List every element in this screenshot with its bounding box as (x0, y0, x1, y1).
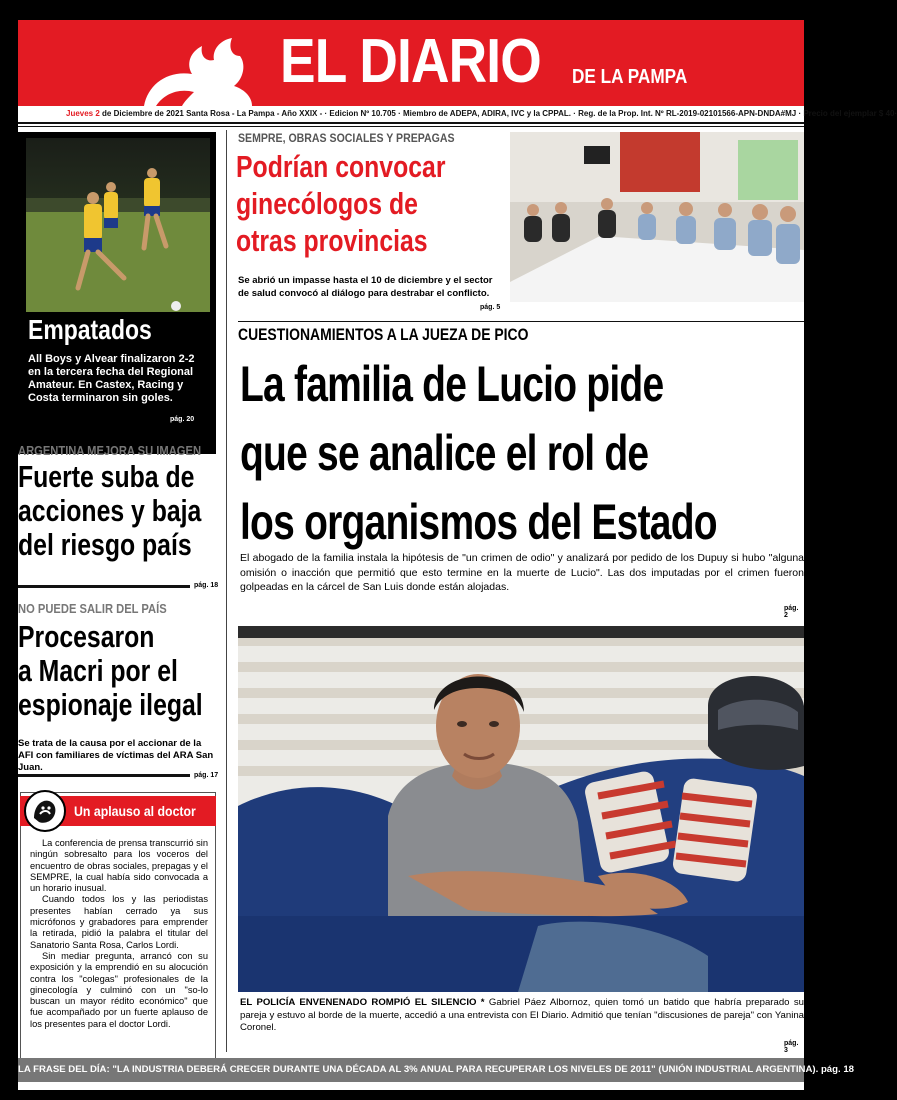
economy-page-ref: pág. 18 (194, 582, 219, 589)
sempre-page-ref: pág. 5 (480, 304, 501, 311)
caption-kicker: EL POLICÍA ENVENENADO ROMPIÓ EL SILENCIO * (240, 997, 485, 1008)
economy-headline (18, 460, 247, 562)
dateline (66, 108, 897, 120)
quote-of-the-day: LA FRASE DEL DÍA: "LA INDUSTRIA DEBERÁ CRECER DURANTE UNA DÉCADA AL 3% ANUAL PARA RECUPERAR LOS NIVELES DE 2011" (UNIÓN INDUSTRIAL ARGENTINA). pág. 18 (18, 1064, 855, 1075)
dateline-day: Jueves 2 (66, 109, 100, 118)
aplauso-paragraph: La conferencia de prensa transcurrió sin ningún sobresalto para los voceros del encuentro de obras sociales, prepagas y el SEMPRE, la cual había sido convocada a un horario inusual. (30, 838, 208, 894)
press-conference-photo (510, 132, 804, 302)
masthead-subtitle: DE LA PAMPA (572, 66, 688, 88)
newspaper-front-page (18, 20, 897, 1090)
aplauso-paragraph: Sin mediar pregunta, arrancó con su exposición y la emprendió en su alocución contra los "colegas" profesionales de la ginecología y culminó con un "so-lo buscan un mayor rédito económico" que fue acompañado por un fuerte aplauso de los presentes para el doctor Lordi. (30, 950, 208, 1029)
masthead-rule (18, 122, 804, 124)
macri-page-ref: pág. 17 (194, 772, 219, 779)
lead-headline-line: La familia de Lucio pide (240, 356, 664, 412)
pampa-bird-logo-icon (134, 34, 254, 106)
macri-summary: Se trata de la causa por el accionar de la AFI con familiares de víctimas del ARA San Juan. (18, 738, 214, 773)
lead-headline-line: que se analice el rol de (240, 425, 649, 481)
sempre-headline-line: ginecólogos de (236, 186, 418, 221)
clapping-caricature-icon (24, 790, 66, 832)
lead-summary: El abogado de la familia instala la hipótesis de "un crimen de odio" y analizará por pedido de los Dupuy si hubo "alguna omisión o inacción que permitió que esto termine en la muerte de Lucio". Las dos imputadas por el crimen fueron golpeadas en la cárcel de San Luis donde están alojadas. (240, 552, 804, 593)
lead-headline-line: los organismos del Estado (240, 494, 717, 550)
masthead-title: EL DIARIO (280, 27, 541, 96)
sempre-headline (236, 148, 445, 259)
sports-headline: Empatados (28, 314, 152, 345)
economy-headline-line: Fuerte suba de (18, 459, 195, 494)
sports-summary: All Boys y Alvear finalizaron 2-2 en la tercera fecha del Regional Amateur. En Castex, Racing y Costa terminaron sin goles. (28, 353, 195, 404)
economy-headline-line: del riesgo país (18, 527, 192, 562)
macri-kicker: NO PUEDE SALIR DEL PAÍS (18, 601, 167, 616)
sempre-headline-line: Podrían convocar (236, 149, 446, 184)
economy-rule (18, 585, 190, 588)
economy-kicker: ARGENTINA MEJORA SU IMAGEN (18, 443, 202, 458)
police-officer-photo (238, 626, 804, 992)
aplauso-title: Un aplauso al doctor (74, 803, 196, 819)
column-divider (226, 130, 227, 1052)
economy-headline-line: acciones y baja (18, 493, 202, 528)
sports-page-ref: pág. 20 (170, 416, 195, 423)
caption-text: Gabriel Páez Albornoz, quien tomó un batido que habría preparado su pareja y estuvo al borde de la muerte, accedió a una entrevista con El Diario. Admitió que tenían "discusiones de pareja" con Yanina Coronel. (240, 997, 804, 1033)
dateline-details: de Diciembre de 2021 Santa Rosa - La Pampa - Año XXIX - · Edicion Nº 10.705 · Miembro de ADEPA, ADIRA, IVC y la CPPAL. · Reg. de la Prop. Int. Nº RL-2019-02101566-APN-DNDA#MJ · Precio del ejemplar $ 40· (102, 109, 897, 118)
aplauso-text (30, 838, 208, 1030)
macri-rule (18, 774, 190, 777)
football-match-photo (26, 138, 210, 312)
police-photo-caption (240, 997, 804, 1035)
sempre-kicker: SEMPRE, OBRAS SOCIALES Y PREPAGAS (238, 131, 455, 145)
macri-headline-line: Procesaron (18, 619, 155, 654)
aplauso-paragraph: Cuando todos los y las periodistas presentes habían cerrado ya sus micrófonos y grabadores para emprender la retirada, pidió la palabra el titular del Sanatorio Santa Rosa, Carlos Lordi. (30, 894, 208, 950)
lead-page-ref: pág. 2 (784, 605, 799, 619)
sempre-headline-line: otras provincias (236, 223, 428, 258)
police-page-ref: pág. 3 (784, 1040, 799, 1054)
masthead-rule-thin (18, 126, 804, 127)
macri-headline-line: espionaje ilegal (18, 687, 203, 722)
lead-kicker: CUESTIONAMIENTOS A LA JUEZA DE PICO (238, 325, 529, 344)
macri-headline (18, 620, 249, 722)
lead-headline (240, 350, 717, 557)
sempre-summary: Se abrió un impasse hasta el 10 de diciembre y el sector de salud convocó al diálogo para destrabar el conflicto. (238, 275, 493, 299)
macri-headline-line: a Macri por el (18, 653, 178, 688)
section-rule (238, 321, 804, 322)
